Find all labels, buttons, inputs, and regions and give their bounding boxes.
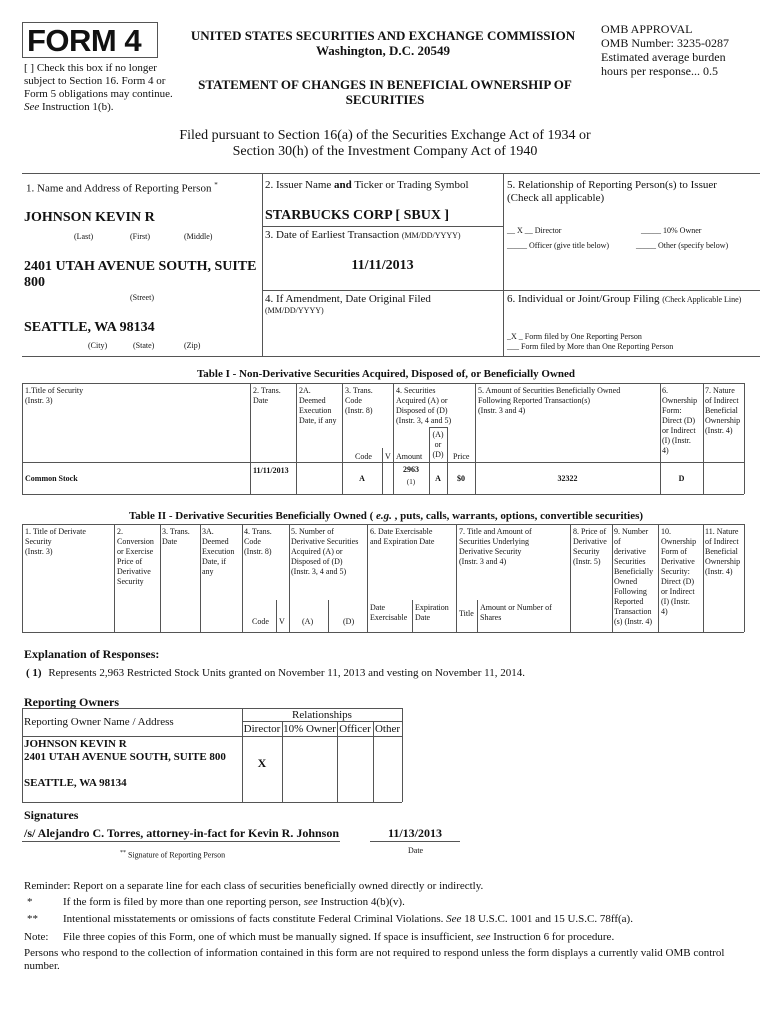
footer-reminder: Reminder: Report on a separate line for each class of securities beneficially owned directly or indirectly. xyxy=(24,880,484,892)
t2-h9: 9. Number of derivative Securities Beneficially Owned Following Reported Transaction (s) (Instr. 4) xyxy=(614,527,654,626)
box6-label-text: 6. Individual or Joint/Group Filing xyxy=(507,293,660,305)
ro-name: JOHNSON KEVIN R xyxy=(24,738,127,750)
t2-h6: 6. Date Exercisable and Expiration Date xyxy=(370,527,435,546)
t1-h-nature: 7. Nature of Indirect Beneficial Ownership (Instr. 4) xyxy=(705,386,741,435)
box4-label-fmt: (MM/DD/YYYY) xyxy=(265,306,324,315)
rel-officer: _____ Officer (give title below) xyxy=(507,241,610,250)
t1-h-form: 6. Ownership Form: Direct (D) or Indirect (I) (Instr. 4) xyxy=(662,386,698,455)
t1-row-aord: A xyxy=(435,474,441,483)
box-bottom-line xyxy=(22,356,760,357)
t2-v-6 xyxy=(367,524,368,632)
box5-label: 5. Relationship of Reporting Person(s) to Issuer xyxy=(507,179,717,191)
footer-star1-mark: * xyxy=(27,896,33,908)
t2-h1: 1. Title of Derivate Security (Instr. 3) xyxy=(25,527,86,556)
t1-v-code-v xyxy=(382,448,383,494)
t2-h5: 5. Number of Derivative Securities Acquired (A) or Disposed of (D) (Instr. 3, 4 and 5) xyxy=(291,527,359,576)
box6-label xyxy=(507,293,757,306)
box4-top xyxy=(262,290,760,291)
filed-pursuant-1: Filed pursuant to Section 16(a) of the Securities Exchange Act of 1934 or xyxy=(179,128,591,143)
footer-star1 xyxy=(63,896,405,909)
t2-h8: 8. Price of Derivative Security (Instr. 5) xyxy=(573,527,607,566)
omb-burden-2: hours per response... 0.5 xyxy=(601,64,718,78)
t1-row-price: $0 xyxy=(457,474,465,483)
box2-label xyxy=(265,179,469,192)
t1-v-1 xyxy=(250,383,251,494)
t1-row-title: Common Stock xyxy=(25,474,78,483)
checkbox-notice xyxy=(24,62,174,114)
t2-sub-code: Code xyxy=(252,617,269,626)
ro-header-bottom xyxy=(22,736,402,737)
footer-note xyxy=(63,931,614,944)
name-middle-label: (Middle) xyxy=(184,232,213,241)
t2-v-5 xyxy=(289,524,290,632)
street-label: (Street) xyxy=(130,293,154,302)
t2-sub-v: V xyxy=(279,617,285,626)
explanation-note xyxy=(26,667,525,680)
ro-v-left xyxy=(22,708,23,802)
signature-label-text: Signature of Reporting Person xyxy=(128,850,226,860)
table2-title-pre: Table II - Derivative Securities Beneficially Owned ( xyxy=(128,510,377,522)
footer-persons: Persons who respond to the collection of information contained in this form are not required to respond unless the form displays a currently valid OMB control number. xyxy=(24,947,725,972)
earliest-transaction-date: 11/11/2013 xyxy=(351,258,414,273)
t1-header-bottom xyxy=(22,462,744,463)
owners-heading: Reporting Owners xyxy=(24,695,119,709)
t2-v-3 xyxy=(200,524,201,632)
ro-col-owner: 10% Owner xyxy=(283,723,336,735)
t2-h4: 4. Trans. Code (Instr. 8) xyxy=(244,527,272,556)
footer-star1-see: see xyxy=(303,896,318,908)
signatures-heading: Signatures xyxy=(24,808,79,822)
footer-star2-mark: ** xyxy=(27,913,38,925)
form-title: FORM 4 xyxy=(27,23,142,58)
box3-label-text: 3. Date of Earliest Transaction xyxy=(265,229,400,241)
signature-label xyxy=(120,848,225,861)
t1-h-aord: (A) or (D) xyxy=(432,430,444,459)
box-divider-2 xyxy=(503,173,504,356)
signature-line xyxy=(22,841,340,842)
t2-v-a-d xyxy=(328,600,329,632)
rel-director: __ X __ Director xyxy=(507,226,562,235)
footer-note-post: Instruction 6 for procedure. xyxy=(490,931,615,943)
t1-row-amount: 2963 xyxy=(403,465,419,474)
t2-v-date-exp xyxy=(412,600,413,632)
t1-row-amount-note: (1) xyxy=(406,478,416,486)
ro-col-officer: Officer xyxy=(339,723,371,735)
ro-row-bottom xyxy=(22,802,402,803)
reporting-person-name: JOHNSON KEVIN R xyxy=(24,210,155,225)
name-last-label: (Last) xyxy=(74,232,94,241)
t1-row-code: A xyxy=(359,474,365,483)
omb-burden-1: Estimated average burden xyxy=(601,50,726,64)
t2-v-1 xyxy=(114,524,115,632)
t2-v-title-amt xyxy=(477,600,478,632)
t1-h-amount5: 5. Amount of Securities Beneficially Owned Following Reported Transaction(s) (Instr. 3 and 4) xyxy=(478,386,621,415)
t1-h-deemed: 2A. Deemed Execution Date, if any xyxy=(299,386,337,425)
table2-title-post: , puts, calls, warrants, options, convertible securities) xyxy=(391,510,644,522)
box3-label-fmt: (MM/DD/YYYY) xyxy=(401,231,461,240)
issuer-name: STARBUCKS CORP [ SBUX ] xyxy=(265,208,450,223)
ro-v-right xyxy=(402,708,403,802)
t2-bottom xyxy=(22,632,744,633)
t2-h3: 3. Trans. Date xyxy=(162,527,190,546)
name-first-label: (First) xyxy=(130,232,150,241)
explanation-note-text: Represents 2,963 Restricted Stock Units granted on November 11, 2013 and vesting on November 11, 2014. xyxy=(48,667,526,679)
box2-label-and: and xyxy=(334,179,352,191)
agency-location: Washington, D.C. 20549 xyxy=(316,43,450,58)
t1-row-date: 11/11/2013 xyxy=(253,466,289,475)
t2-v-code-v xyxy=(276,600,277,632)
t1-sub-amount: Amount xyxy=(396,452,423,461)
box1-label xyxy=(26,179,218,196)
t2-sub-title: Title xyxy=(459,609,474,618)
box3-top xyxy=(262,226,503,227)
signer-name: /s/ Alejandro C. Torres, attorney-in-fact for Kevin R. Johnson xyxy=(24,826,340,840)
t1-row-form: D xyxy=(678,474,685,483)
ro-col-other: Other xyxy=(374,723,401,735)
t1-sub-code: Code xyxy=(355,452,372,461)
zip-label: (Zip) xyxy=(184,341,201,350)
ro-col-rel: Relationships xyxy=(292,709,352,721)
t1-v-2 xyxy=(296,383,297,494)
footer-note-see: see xyxy=(476,931,491,943)
t1-v-7 xyxy=(703,383,704,494)
t1-h-title: 1.Title of Security (Instr. 3) xyxy=(25,386,84,405)
checkbox-notice-see: See xyxy=(24,101,40,113)
agency-name: UNITED STATES SECURITIES AND EXCHANGE COMMISSION xyxy=(190,28,576,43)
ro-address: 2401 UTAH AVENUE SOUTH, SUITE 800 xyxy=(24,751,226,763)
table1-title: Table I - Non-Derivative Securities Acquired, Disposed of, or Beneficially Owned xyxy=(196,368,576,380)
table2-title xyxy=(22,510,750,523)
t2-sub-a: (A) xyxy=(302,617,314,626)
t1-v-left xyxy=(22,383,23,494)
t2-sub-exp: Expiration Date xyxy=(415,603,449,622)
city-label: (City) xyxy=(88,341,108,350)
statement-title: STATEMENT OF CHANGES IN BENEFICIAL OWNERSHIP OF SECURITIES xyxy=(198,77,572,107)
t2-sub-d: (D) xyxy=(343,617,355,626)
explanation-note-num: ( 1) xyxy=(26,667,42,679)
signature-date: 11/13/2013 xyxy=(388,826,443,840)
street-address: 2401 UTAH AVENUE SOUTH, SUITE 800 xyxy=(24,259,257,290)
footer-star1-post: Instruction 4(b)(v). xyxy=(317,896,405,908)
checkbox-notice-text: [ ] Check this box if no longer subject to Section 16. Form 4 or Form 5 obligations may continue. xyxy=(24,62,173,100)
footer-star2-post: 18 U.S.C. 1001 and 15 U.S.C. 78ff(a). xyxy=(461,913,633,925)
explanation-heading: Explanation of Responses: xyxy=(24,647,160,661)
t1-v-right xyxy=(744,383,745,494)
t2-v-10 xyxy=(658,524,659,632)
t2-h3a: 3A. Deemed Execution Date, if any xyxy=(202,527,235,576)
t2-h2: 2. Conversion or Exercise Price of Derivative Security xyxy=(117,527,154,586)
t2-v-7 xyxy=(456,524,457,632)
footer-star1-text: If the form is filed by more than one reporting person, xyxy=(63,896,301,908)
box2-label-pre: 2. Issuer Name xyxy=(265,179,335,191)
t2-h7: 7. Title and Amount of Securities Underlying Derivative Security (Instr. 3 and 4) xyxy=(459,527,532,566)
filed-pursuant-2: Section 30(h) of the Investment Company Act of 1940 xyxy=(232,144,538,159)
t2-v-right xyxy=(744,524,745,632)
state-label: (State) xyxy=(133,341,155,350)
box2-label-post: Ticker or Trading Symbol xyxy=(351,179,469,191)
t1-h-acq: 4. Securities Acquired (A) or Disposed of (D) (Instr. 3, 4 and 5) xyxy=(396,386,452,425)
t2-h10: 10. Ownership Form of Derivative Security: Direct (D) or Indirect (I) (Instr. 4) xyxy=(661,527,697,616)
t1-h-code: 3. Trans. Code (Instr. 8) xyxy=(345,386,373,415)
box5-label-2: (Check all applicable) xyxy=(507,192,605,204)
t1-row-bottom xyxy=(22,494,744,495)
date-label: Date xyxy=(408,846,424,855)
box1-label-text: 1. Name and Address of Reporting Person xyxy=(26,182,212,195)
footer-note-label: Note: xyxy=(24,931,49,943)
t1-aord-top xyxy=(429,427,447,428)
t1-sub-price: Price xyxy=(453,452,470,461)
t1-top xyxy=(22,383,744,384)
checkbox-notice-instr: Instruction 1(b). xyxy=(39,101,114,113)
omb-approval-title: OMB APPROVAL xyxy=(601,22,693,36)
ro-city: SEATTLE, WA 98134 xyxy=(24,777,127,789)
t2-v-2 xyxy=(160,524,161,632)
t2-v-4 xyxy=(242,524,243,632)
ro-col-director: Director xyxy=(243,723,281,735)
t2-sub-amount: Amount or Number of Shares xyxy=(480,603,552,622)
t2-v-9 xyxy=(612,524,613,632)
t1-sub-v: V xyxy=(385,452,391,461)
omb-approval xyxy=(601,22,761,78)
table2-title-eg: e.g. xyxy=(376,510,392,522)
box3-label xyxy=(265,229,461,242)
t2-v-left xyxy=(22,524,23,632)
city-address: SEATTLE, WA 98134 xyxy=(24,320,155,335)
footer-star2-see: See xyxy=(446,913,462,925)
box6-label-small: (Check Applicable Line) xyxy=(662,295,742,304)
ro-director-mark: X xyxy=(257,756,267,770)
t1-row-owned: 32322 xyxy=(557,474,578,483)
omb-number: OMB Number: 3235-0287 xyxy=(601,36,729,50)
footer-star2-text: Intentional misstatements or omissions of facts constitute Federal Criminal Violations. xyxy=(63,913,444,925)
filing-more: ___ Form filed by More than One Reporting Person xyxy=(507,342,674,351)
t2-h11: 11. Nature of Indirect Beneficial Ownership (Instr. 4) xyxy=(705,527,741,576)
box4-label: 4. If Amendment, Date Original Filed xyxy=(265,293,431,305)
date-line xyxy=(370,841,460,842)
t2-v-8 xyxy=(570,524,571,632)
t2-v-11 xyxy=(703,524,704,632)
footer-star2 xyxy=(63,913,633,926)
filing-one: _X _ Form filed by One Reporting Person xyxy=(507,332,642,341)
t2-top xyxy=(22,524,744,525)
box-top-line xyxy=(22,173,760,174)
t1-h-date: 2. Trans. Date xyxy=(253,386,281,405)
rel-other: _____ Other (specify below) xyxy=(636,241,729,250)
box1-label-sup: * xyxy=(214,181,218,189)
footer-note-text: File three copies of this Form, one of which must be manually signed. If space is insufficient, xyxy=(63,931,474,943)
signature-label-sup: ** xyxy=(120,850,126,856)
ro-col-name: Reporting Owner Name / Address xyxy=(24,716,174,728)
t2-sub-date-ex: Date Exercisable xyxy=(370,603,408,622)
rel-owner10: _____ 10% Owner xyxy=(641,226,702,235)
